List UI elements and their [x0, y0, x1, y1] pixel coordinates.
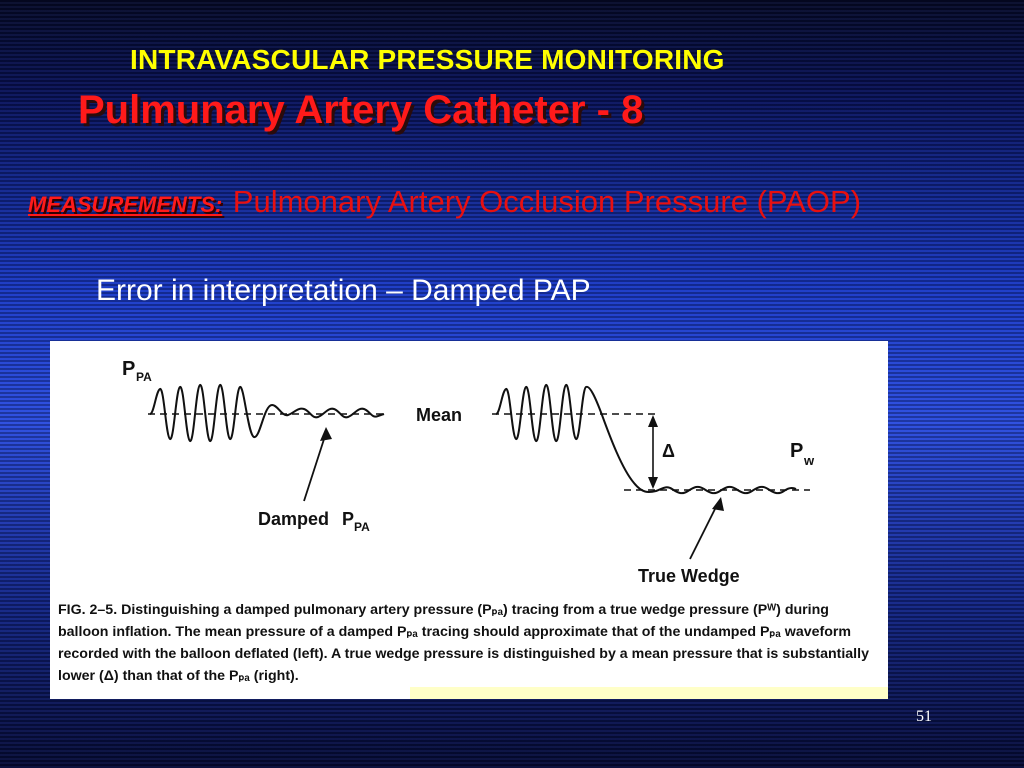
- subheading: Error in interpretation – Damped PAP: [96, 274, 591, 307]
- wedge-arrowhead: [712, 497, 724, 511]
- right-waveform: [496, 385, 796, 493]
- caption-highlight-strip: [410, 687, 888, 699]
- figure-caption: [58, 599, 888, 687]
- delta-arrowhead-bottom: [648, 477, 658, 489]
- measurements-line: [28, 184, 861, 220]
- page-number: 51: [916, 708, 932, 725]
- delta-arrowhead-top: [648, 415, 658, 427]
- caption-line: lower (Δ) than that of the Pₚₐ (right).: [58, 668, 299, 684]
- slide-title: Pulmunary Artery Catheter - 8: [78, 88, 644, 132]
- figure-panel: [50, 341, 888, 699]
- mean-label: Mean: [416, 405, 463, 425]
- caption-line: balloon inflation. The mean pressure of a damped Pₚₐ tracing should approximate that of the undamped Pₚₐ waveform: [58, 624, 852, 640]
- measurements-text: Pulmonary Artery Occlusion Pressure (PAOP): [232, 184, 862, 219]
- slide-header: INTRAVASCULAR PRESSURE MONITORING: [130, 44, 725, 75]
- true-wedge-label: True Wedge: [638, 566, 740, 586]
- measurements-label: MEASUREMENTS:: [28, 192, 223, 217]
- damped-label: Damped: [258, 509, 330, 529]
- ppa-label: P: [122, 358, 136, 380]
- damped-p-label: P: [342, 509, 355, 529]
- damped-arrowhead: [320, 427, 332, 441]
- delta-label: Δ: [662, 441, 675, 461]
- damped-p-sub: PA: [354, 520, 370, 534]
- ppa-label-sub: PA: [136, 370, 152, 384]
- caption-line: recorded with the balloon deflated (left). A true wedge pressure is distinguished by a mean pressure that is substantially: [58, 646, 869, 662]
- left-waveform: [150, 385, 384, 441]
- caption-line: FIG. 2–5. Distinguishing a damped pulmonary artery pressure (Pₚₐ) tracing from a true wedge pressure (Pᵂ) during: [58, 602, 829, 618]
- pw-label: P: [790, 440, 804, 462]
- damped-arrow: [304, 433, 326, 501]
- pw-label-sub: w: [804, 453, 815, 468]
- wedge-arrow: [690, 503, 718, 559]
